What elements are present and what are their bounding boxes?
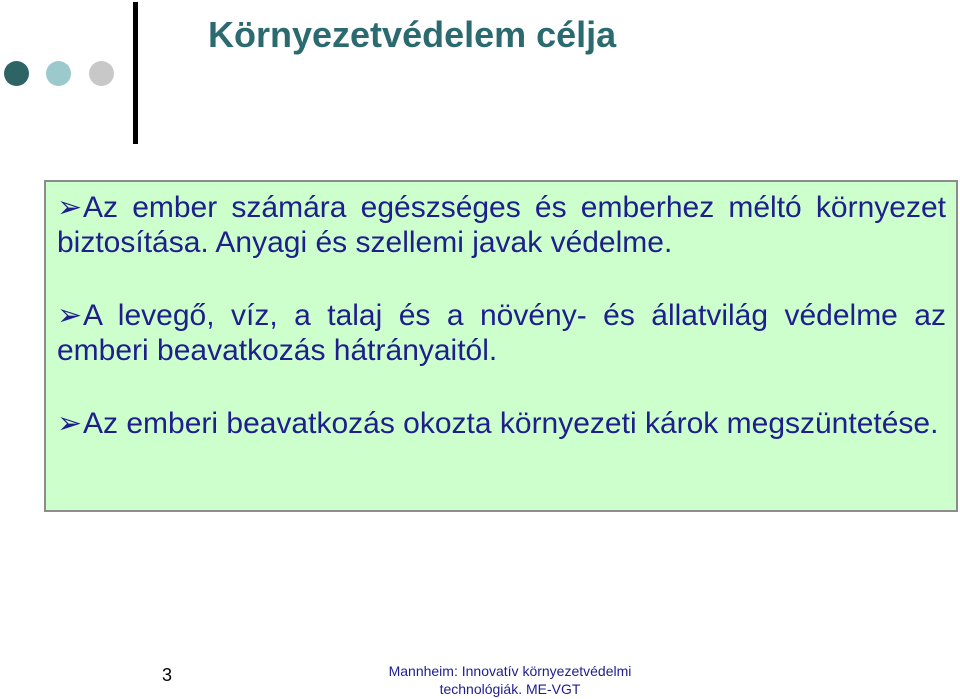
- decorative-dot-light: [46, 61, 71, 86]
- footer-line-1: Mannheim: Innovatív környezetvédelmi: [388, 663, 632, 679]
- bullet-arrow-icon: ➢: [57, 191, 83, 224]
- bullet-text: A levegő, víz, a talaj és a növény- és állatvilág védelme az emberi beavatkozás hátrányaitól.: [57, 299, 946, 367]
- footer-line-2: technológiák. ME-VGT: [439, 681, 581, 697]
- decorative-dot-gray: [89, 61, 114, 86]
- footer-caption: [360, 662, 660, 698]
- decorative-dot-dark: [4, 61, 29, 86]
- bullet-arrow-icon: ➢: [57, 407, 83, 440]
- bullet-item: [57, 406, 946, 441]
- page-number: 3: [162, 665, 173, 685]
- bullet-text: Az ember számára egészséges és emberhez méltó környezet biztosítása. Anyagi és szellemi javak védelme.: [57, 191, 946, 259]
- slide-title: Környezetvédelem célja: [208, 14, 617, 55]
- vertical-divider: [133, 2, 138, 144]
- bullet-text: Az emberi beavatkozás okozta környezeti károk megszüntetése.: [83, 407, 939, 440]
- bullet-arrow-icon: ➢: [57, 299, 83, 332]
- bullet-item: [57, 298, 946, 368]
- bullet-item: [57, 190, 946, 260]
- content-box: [44, 180, 958, 512]
